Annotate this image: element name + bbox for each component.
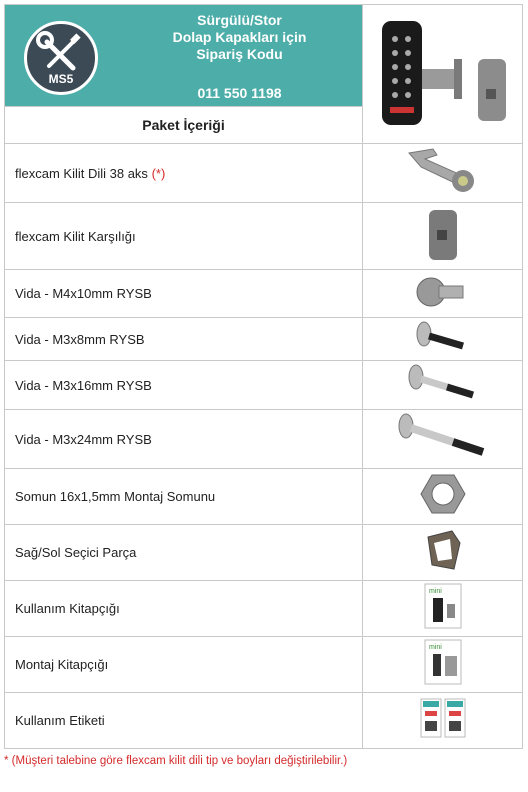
table-row [5, 637, 523, 693]
table-row [5, 525, 523, 581]
product-image-cell [363, 5, 523, 144]
keypad-lock-icon [368, 9, 518, 135]
screw-16mm-icon [363, 361, 523, 410]
package-title: Paket İçeriği [5, 107, 363, 144]
svg-text:mini: mini [428, 644, 442, 651]
selector-part-icon [363, 525, 523, 581]
table-row [5, 203, 523, 270]
item-name: Vida - M3x8mm RYSB [5, 318, 363, 361]
tools-badge [24, 21, 98, 95]
item-name: Montaj Kitapçığı [5, 637, 363, 693]
short-screw-icon [363, 270, 523, 318]
header-title: Sürgülü/Stor Dolap Kapakları için Sipariş Kodu [172, 12, 307, 62]
screw-8mm-icon [363, 318, 523, 361]
table-row [5, 693, 523, 749]
item-name: Somun 16x1,5mm Montaj Somunu [5, 469, 363, 525]
item-name: Vida - M3x16mm RYSB [5, 361, 363, 410]
order-code: 011 550 1198 [197, 85, 282, 101]
table-row [5, 144, 523, 203]
table-row [5, 361, 523, 410]
footnote: * (Müşteri talebine göre flexcam kilit dili tip ve boyları değiştirilebilir.) [4, 755, 348, 767]
table-row [5, 469, 523, 525]
cam-latch-icon [363, 144, 523, 203]
item-name: flexcam Kilit Dili 38 aks (*) [5, 144, 363, 203]
table-row [5, 581, 523, 637]
item-name: Kullanım Kitapçığı [5, 581, 363, 637]
item-name: Sağ/Sol Seçici Parça [5, 525, 363, 581]
screw-24mm-icon [363, 410, 523, 469]
svg-text:mini: mini [428, 588, 442, 595]
table-row [5, 270, 523, 318]
package-table [4, 4, 523, 749]
install-manual-icon [363, 637, 523, 693]
usage-label-icon [363, 693, 523, 749]
header-panel [5, 5, 363, 107]
item-name: Kullanım Etiketi [5, 693, 363, 749]
table-row [5, 410, 523, 469]
order-sheet [4, 4, 522, 749]
asterisk-note: (*) [151, 165, 166, 181]
lock-keeper-icon [363, 203, 523, 270]
item-name: Vida - M3x24mm RYSB [5, 410, 363, 469]
item-name: Vida - M4x10mm RYSB [5, 270, 363, 318]
hex-nut-icon [363, 469, 523, 525]
user-manual-icon [363, 581, 523, 637]
badge-label: MS5 [48, 72, 74, 86]
item-name: flexcam Kilit Karşılığı [5, 203, 363, 270]
table-row [5, 318, 523, 361]
